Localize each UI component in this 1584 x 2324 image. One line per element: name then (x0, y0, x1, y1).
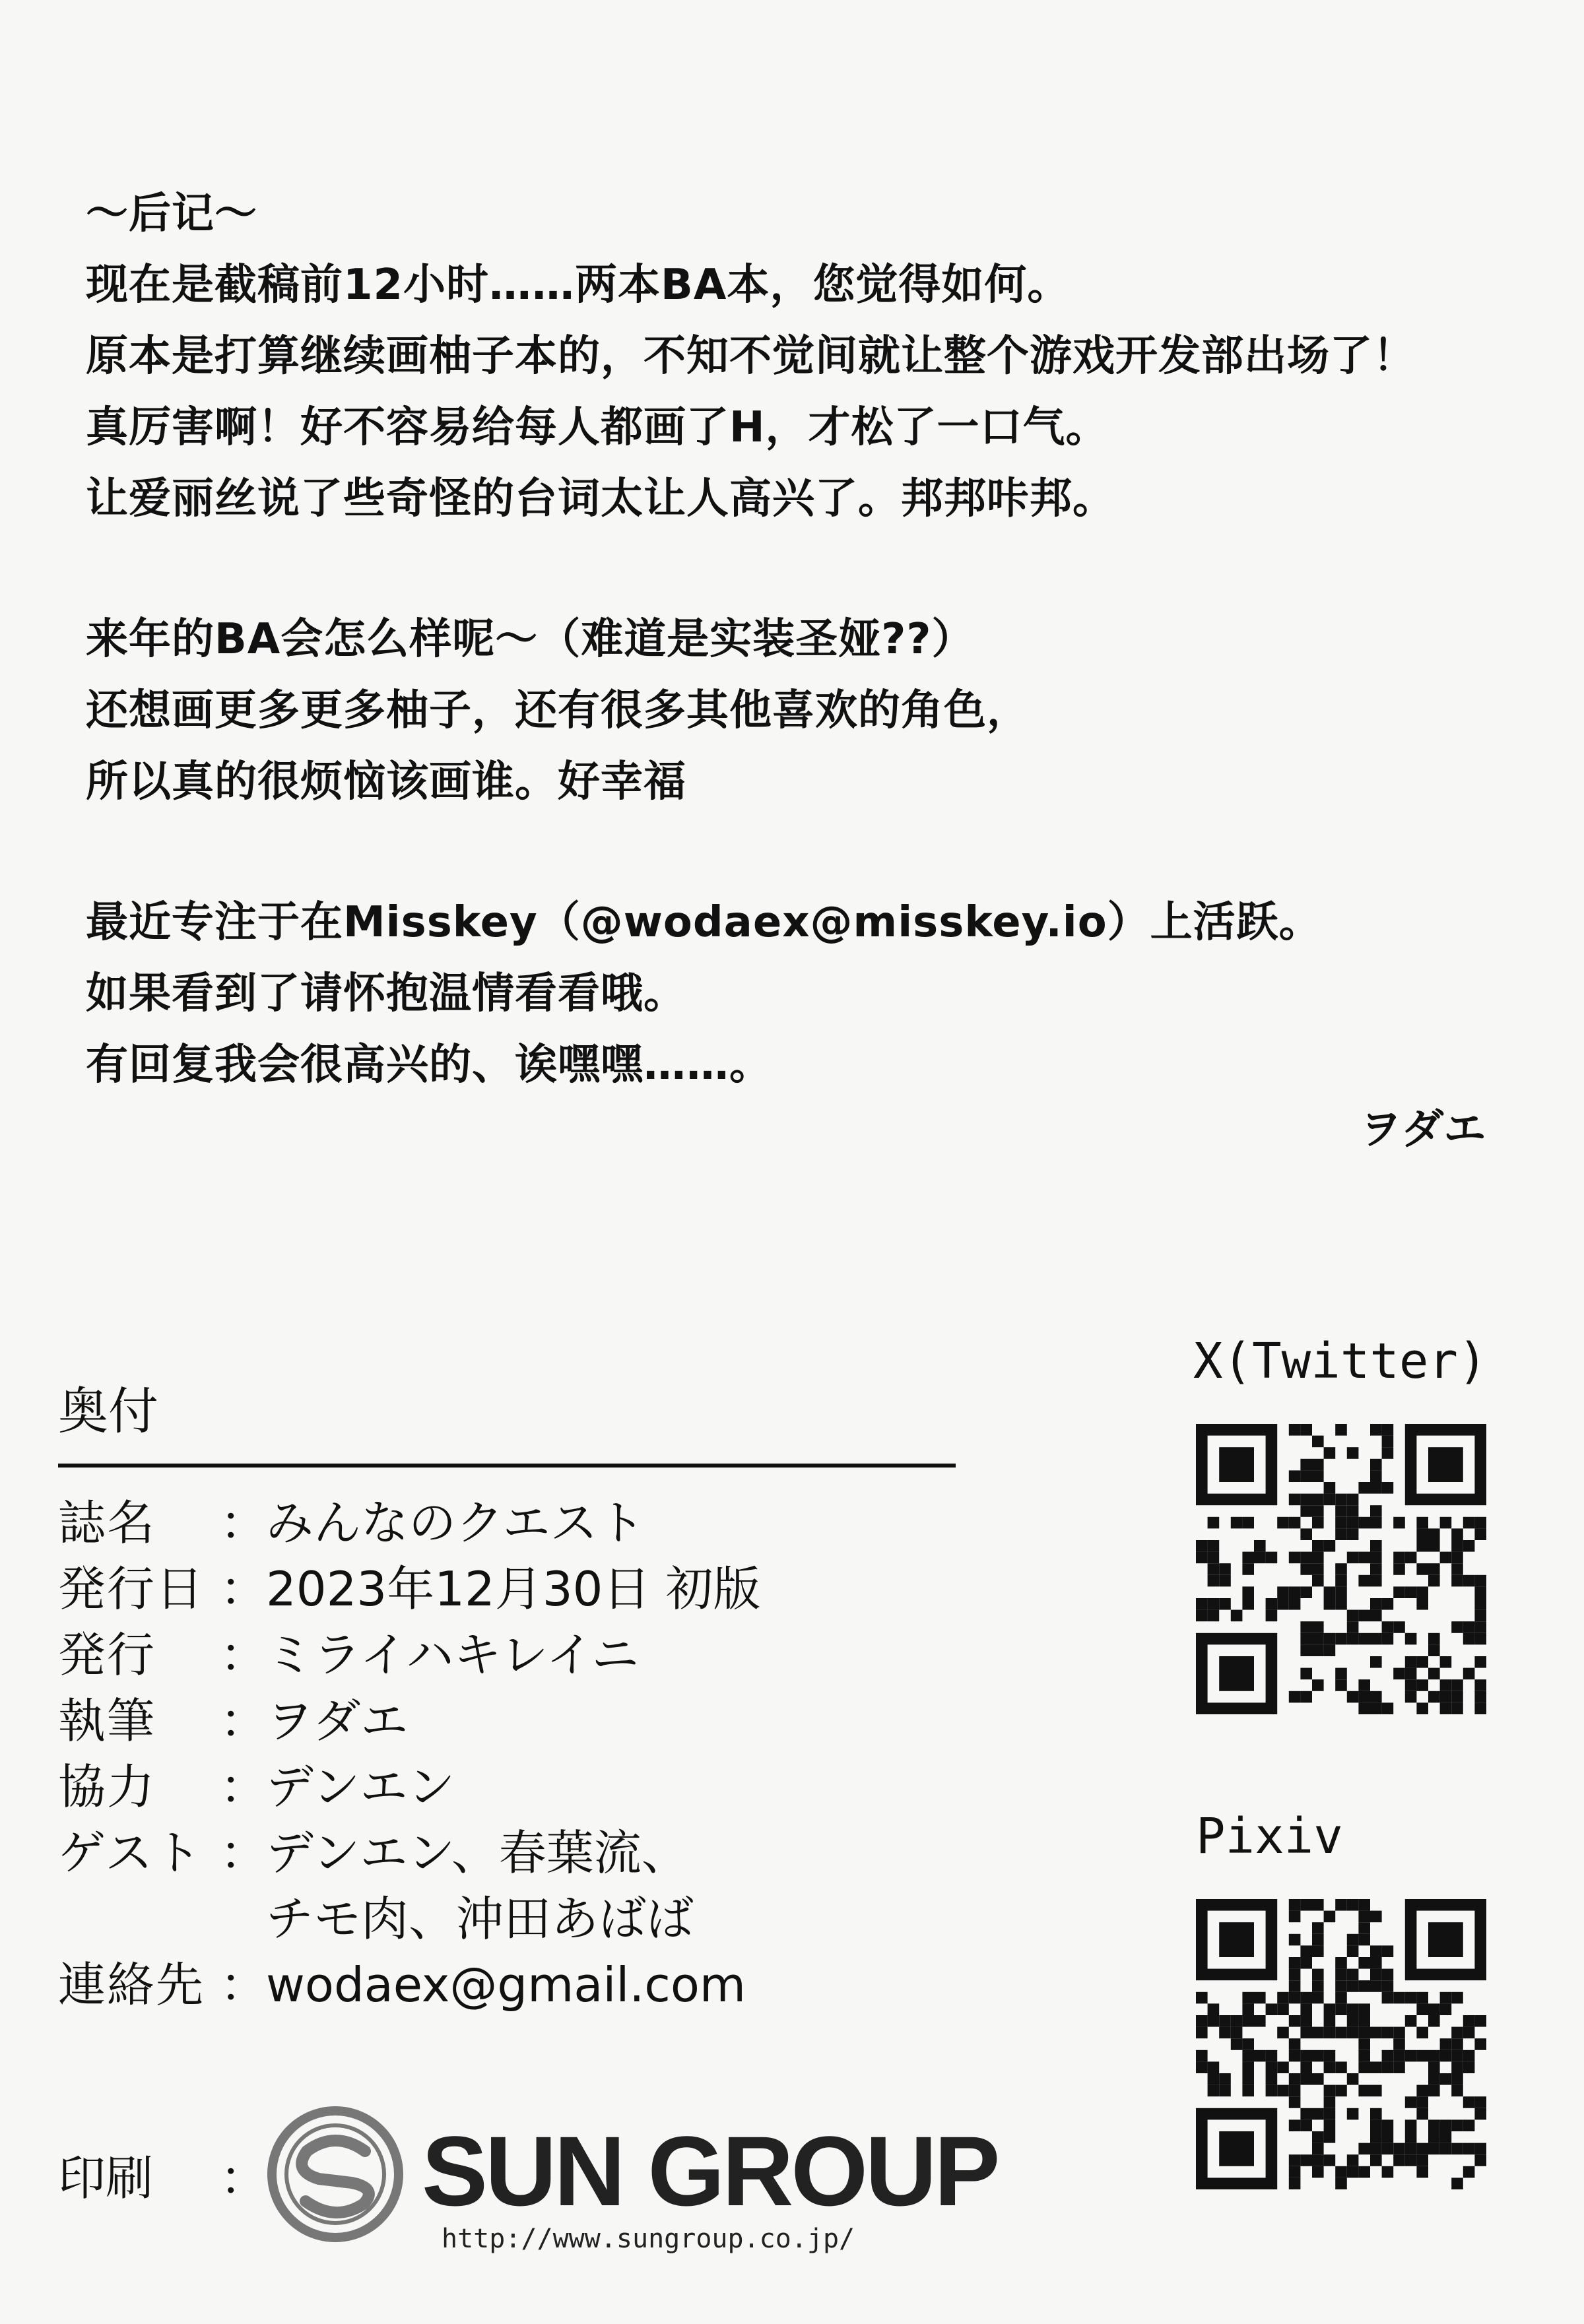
afterword-line: 有回复我会很高兴的、诶嘿嘿……。 (86, 1041, 772, 1089)
colophon-row-author (58, 1688, 969, 1754)
afterword-line: 原本是打算继续画柚子本的，不知不觉间就让整个游戏开发部出场了！ (86, 332, 1416, 381)
afterword-line: 如果看到了请怀抱温情看看哦。 (86, 969, 686, 1018)
author-signature: ヲダエ (1360, 1105, 1486, 1154)
row-colon: ： (220, 1957, 268, 2013)
colophon-row-date (58, 1556, 969, 1622)
row-colon: ： (220, 1561, 268, 1617)
afterword-line: 现在是截稿前12小时……两本BA本，您觉得如何。 (86, 261, 1071, 309)
printer-name: SUN GROUP (422, 2115, 998, 2226)
row-value: デンエン (266, 1759, 455, 1815)
colophon-row-title (58, 1490, 969, 1556)
row-label: 執筆 (58, 1693, 156, 1749)
row-colon: ： (220, 1627, 268, 1683)
row-value: ヲダエ (266, 1693, 409, 1749)
colophon-row-guests (58, 1820, 969, 1886)
colophon-row-publisher (58, 1622, 969, 1688)
sun-group-logo (266, 2105, 998, 2254)
sun-group-mark-icon (266, 2105, 405, 2243)
qr-label-twitter: X(Twitter) (1193, 1333, 1488, 1390)
colophon-row-contact (58, 1952, 969, 2018)
colophon-list (58, 1490, 969, 2018)
row-colon: ： (220, 1825, 268, 1881)
afterword-line: 让爱丽丝说了些奇怪的台词太让人高兴了。邦邦咔邦。 (86, 474, 1115, 523)
row-colon: ： (220, 1495, 268, 1551)
qr-label-pixiv: Pixiv (1196, 1808, 1343, 1865)
row-label: 協力 (58, 1759, 156, 1815)
row-value: みんなのクエスト (266, 1495, 645, 1551)
afterword-line: 所以真的很烦恼该画谁。好幸福 (86, 758, 686, 806)
row-label: 発行日 (58, 1561, 205, 1617)
printer-url[interactable]: http://www.sungroup.co.jp/ (442, 2224, 855, 2254)
row-label: 印刷 (58, 2150, 154, 2206)
afterword-title: 〜后记〜 (86, 189, 257, 238)
afterword (86, 178, 1505, 1101)
colophon-row-guests-continued (58, 1886, 969, 1952)
row-colon: ： (220, 1693, 268, 1749)
row-label: 連絡先 (58, 1957, 205, 2013)
colophon-row-printer (58, 2105, 998, 2254)
row-colon: ： (220, 1759, 268, 1815)
pixiv-qr-code[interactable] (1196, 1899, 1486, 2189)
row-label: 発行 (58, 1627, 156, 1683)
row-value: チモ肉、沖田あばば (266, 1891, 694, 1947)
afterword-line: 来年的BA会怎么样呢〜（难道是实装圣娅??） (86, 615, 975, 664)
row-value: 2023年12月30日 初版 (266, 1561, 761, 1617)
row-label: 誌名 (58, 1495, 156, 1551)
twitter-qr-code[interactable] (1196, 1424, 1486, 1714)
row-label: ゲスト (58, 1825, 203, 1881)
colophon-divider (58, 1464, 956, 1468)
colophon-title: 奥付 (58, 1382, 158, 1440)
afterword-line: 还想画更多更多柚子，还有很多其他喜欢的角色， (86, 686, 1030, 735)
afterword-line: 真厉害啊！好不容易给每人都画了H，才松了一口气。 (86, 403, 1109, 452)
colophon-row-cooperation (58, 1754, 969, 1820)
row-colon: ： (220, 2150, 268, 2206)
contact-email[interactable]: wodaex@gmail.com (266, 1957, 746, 2013)
afterword-line: 最近专注于在Misskey（@wodaex@misskey.io）上活跃。 (86, 898, 1322, 947)
row-value: デンエン、春葉流、 (266, 1825, 689, 1881)
row-value: ミライハキレイニ (266, 1627, 640, 1683)
